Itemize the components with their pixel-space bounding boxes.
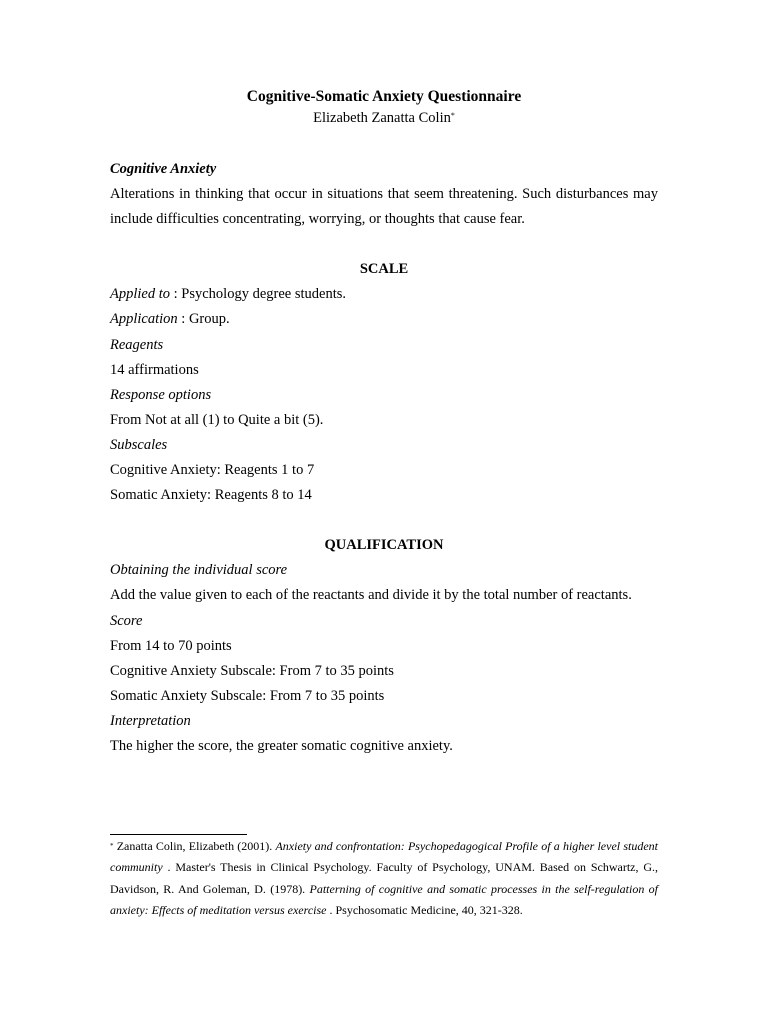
applied-to-line	[110, 282, 658, 307]
subscales-label: Subscales	[110, 436, 168, 453]
applied-to-value: : Psychology degree students.	[170, 286, 347, 303]
score-label: Score	[110, 612, 143, 629]
application-line	[110, 307, 658, 332]
score-total: From 14 to 70 points	[110, 637, 232, 654]
individual-score-label: Obtaining the individual score	[110, 562, 288, 579]
footnote-separator	[110, 834, 247, 835]
applied-to-label: Applied to	[110, 286, 171, 303]
response-options-label: Response options	[110, 386, 212, 403]
footnote-title-1: Anxiety and confrontation: Psychopedagogical Profile of a higher level student community	[110, 839, 658, 875]
footnote-part-2: . Master's Thesis in Clinical Psychology. Faculty of Psychology, UNAM. Based on Schwartz, G., Davidson, R. And Goleman, D. (1978).	[110, 860, 658, 896]
interpretation-label: Interpretation	[110, 712, 191, 729]
score-somatic-subscale: Somatic Anxiety Subscale: From 7 to 35 points	[110, 687, 385, 704]
qualification-heading: QUALIFICATION	[324, 537, 444, 554]
application-label: Application	[110, 311, 178, 328]
author-footnote-mark: *	[450, 111, 455, 120]
document-title: Cognitive-Somatic Anxiety Questionnaire	[246, 88, 522, 105]
footnote-title-2: Patterning of cognitive and somatic processes in the self-regulation of anxiety: Effects of meditation versus exercise	[110, 881, 658, 918]
score-cognitive-subscale: Cognitive Anxiety Subscale: From 7 to 35 points	[110, 662, 394, 679]
footnote	[110, 836, 658, 922]
cognitive-anxiety-heading: Cognitive Anxiety	[110, 161, 217, 177]
document-page	[110, 86, 658, 759]
application-value: : Group.	[177, 311, 230, 328]
author-name: Elizabeth Zanatta Colin	[313, 110, 451, 126]
footnote-part-1: Zanatta Colin, Elizabeth (2001).	[113, 839, 276, 853]
reagents-label: Reagents	[110, 336, 164, 353]
document-author	[110, 108, 658, 128]
individual-score-text: Add the value given to each of the reactants and divide it by the total number of reactants.	[110, 587, 632, 604]
interpretation-text: The higher the score, the greater somatic cognitive anxiety.	[110, 737, 453, 754]
response-options-value: From Not at all (1) to Quite a bit (5).	[110, 411, 324, 428]
subscale-somatic: Somatic Anxiety: Reagents 8 to 14	[110, 487, 312, 504]
subscale-cognitive: Cognitive Anxiety: Reagents 1 to 7	[110, 462, 315, 479]
cognitive-anxiety-definition: Alterations in thinking that occur in situations that seem threatening. Such disturbances may include difficulties concentrating, worrying, or thoughts that cause fear.	[110, 186, 658, 228]
scale-heading: SCALE	[359, 261, 409, 278]
footnote-mark: *	[110, 842, 114, 850]
reagents-value: 14 affirmations	[110, 361, 199, 378]
footnote-part-3: . Psychosomatic Medicine, 40, 321-328.	[326, 903, 523, 918]
